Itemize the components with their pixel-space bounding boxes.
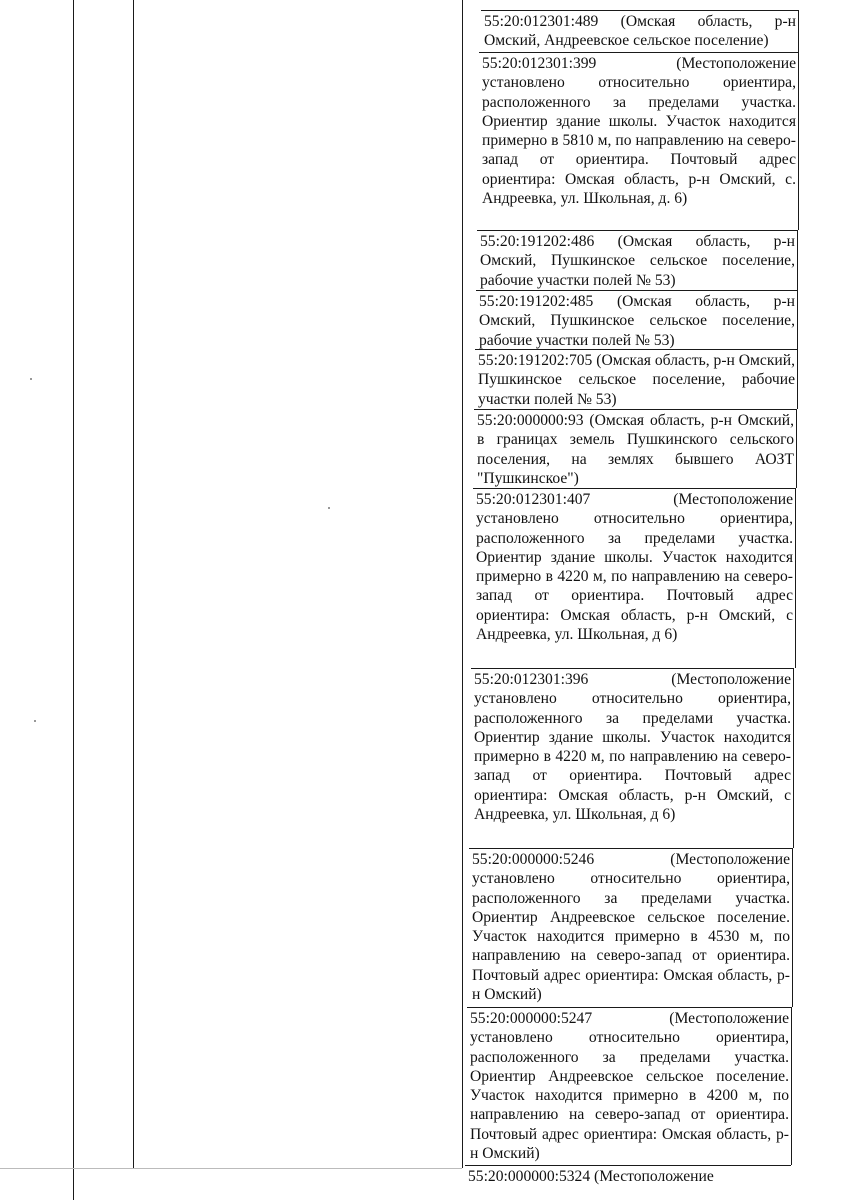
- cadastral-record: 55:20:191202:486 (Омская область, р-н Омский, Пушкинское сельское поселение, рабочие участки полей № 53): [477, 230, 798, 290]
- cadastral-record: 55:20:191202:485 (Омская область, р-н Омский, Пушкинское сельское поселение, рабочие участки полей № 53): [476, 290, 798, 349]
- cadastral-record: 55:20:000000:5324 (Местоположение: [465, 1165, 791, 1200]
- cadastral-record: 55:20:000000:5247 (Местоположение установлено относительно ориентира, расположенного за пределами участка. Ориентир Андреевское сельское поселение. Участок находится примерно в 4200 м, по направлению на северо-запад от ориентира. Почтовый адрес ориентира: Омская область, р-н Омский): [467, 1007, 792, 1165]
- cadastral-record: 55:20:000000:93 (Омская область, р-н Омский, в границах земель Пушкинского сельского поселения, на землях бывшего АОЗТ "Пушкинское"): [474, 409, 797, 488]
- cadastral-record: 55:20:191202:705 (Омская область, р-н Омский, Пушкинское сельское поселение, рабочие участки полей № 53): [475, 349, 798, 409]
- cadastral-record: 55:20:000000:5246 (Местоположение установлено относительно ориентира, расположенного за пределами участка. Ориентир Андреевское сельское поселение. Участок находится примерно в 4530 м, по направлению на северо-запад от ориентира. Почтовый адрес ориентира: Омская область, р-н Омский): [469, 848, 793, 1007]
- cadastral-record: 55:20:012301:489 (Омская область, р-н Омский, Андреевское сельское поселение): [481, 10, 799, 52]
- cadastral-record: 55:20:012301:407 (Местоположение установлено относительно ориентира, расположенного за пределами участка. Ориентир здание школы. Участок находится примерно в 4220 м, по направлению на северо-запад от ориентира. Почтовый адрес ориентира: Омская область, р-н Омский, с Андреевка, ул. Школьная, д 6): [473, 488, 796, 668]
- cadastral-record: 55:20:012301:399 (Местоположение установлено относительно ориентира, расположенного за пределами участка. Ориентир здание школы. Участок находится примерно в 5810 м, по направлению на северо-запад от ориентира. Почтовый адрес ориентира: Омская область, р-н Омский, с. Андреевка, ул. Школьная, д. 6): [479, 52, 799, 230]
- cadastral-record: 55:20:012301:396 (Местоположение установлено относительно ориентира, расположенного за пределами участка. Ориентир здание школы. Участок находится примерно в 4220 м, по направлению на северо-запад от ориентира. Почтовый адрес ориентира: Омская область, р-н Омский, с Андреевка, ул. Школьная, д 6): [471, 668, 794, 848]
